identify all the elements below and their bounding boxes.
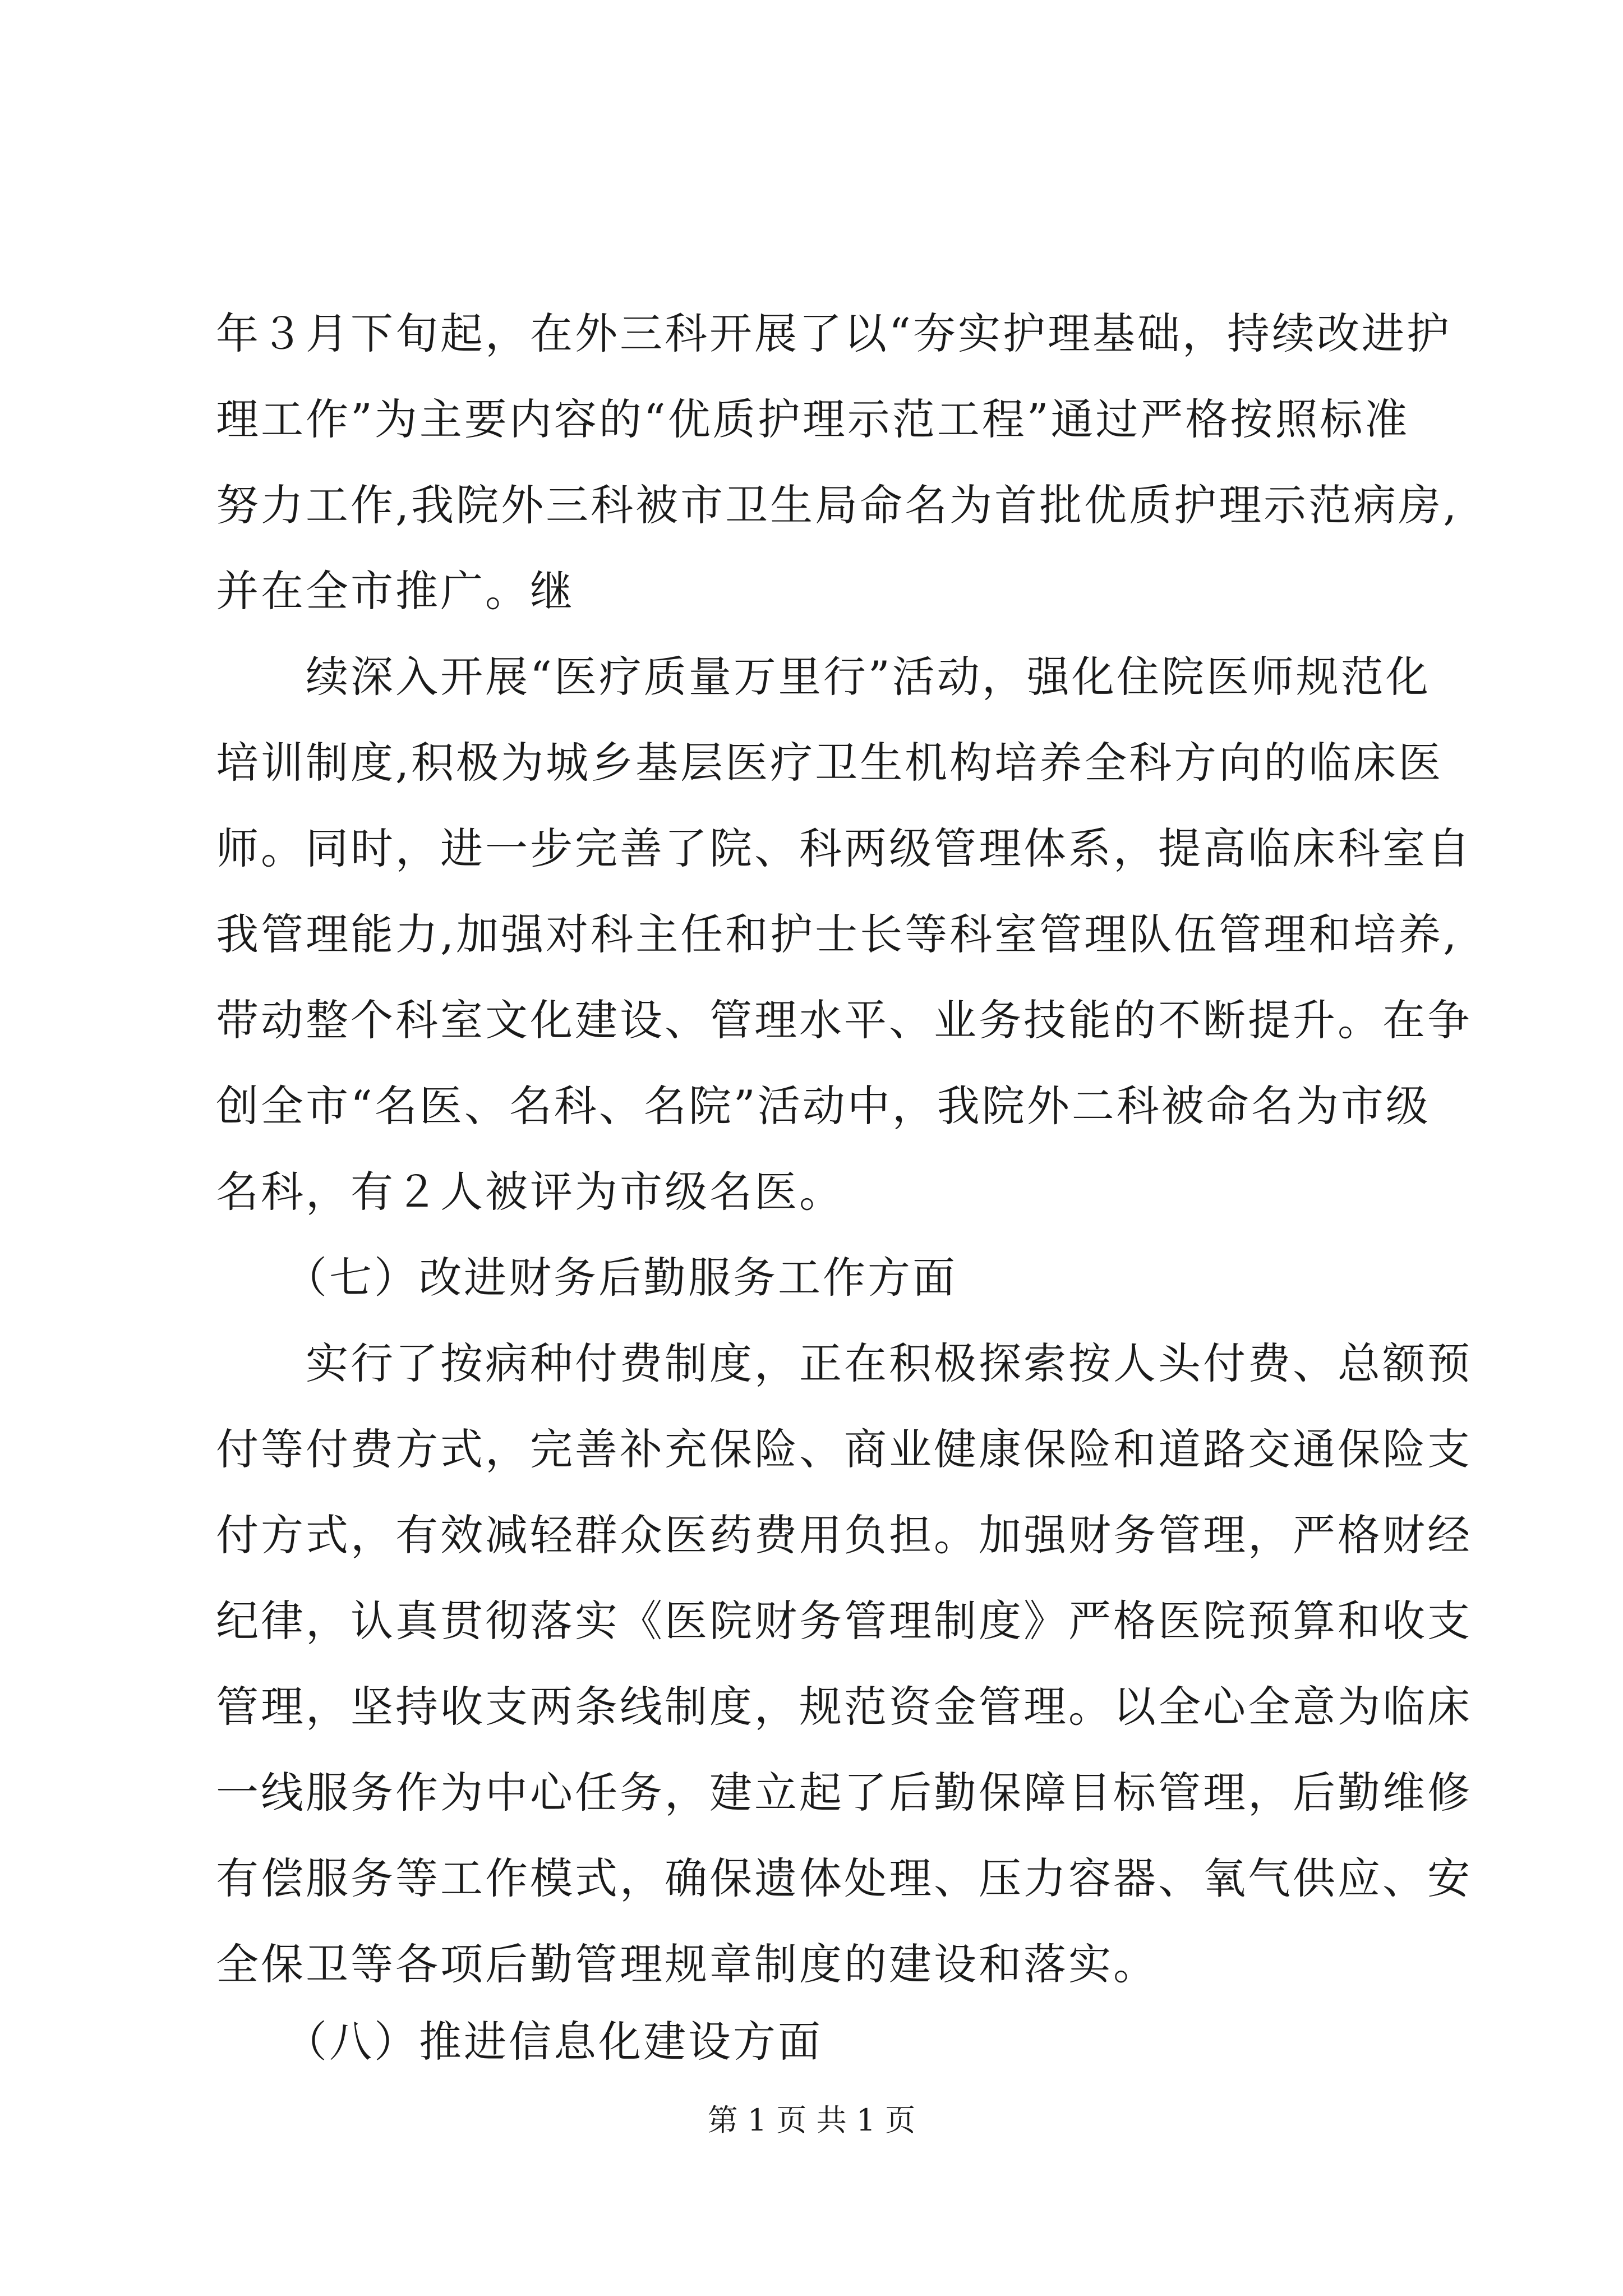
section-heading: （七）改进财务后勤服务工作方面 bbox=[216, 1253, 957, 1303]
body-line: 带动整个科室文化建设、管理水平、业务技能的不断提升。在争 bbox=[216, 995, 1472, 1045]
body-line: 续深入开展“医疗质量万里行”活动，强化住院医师规范化 bbox=[216, 652, 1431, 702]
body-line: 付等付费方式，完善补充保险、商业健康保险和道路交通保险支 bbox=[216, 1424, 1472, 1474]
page-footer: 第 1 页 共 1 页 bbox=[707, 2102, 916, 2138]
body-line: 付方式，有效减轻群众医药费用负担。加强财务管理，严格财经 bbox=[216, 1510, 1472, 1560]
body-line: 有偿服务等工作模式，确保遗体处理、压力容器、氧气供应、安 bbox=[216, 1853, 1472, 1903]
body-line: 创全市“名医、名科、名院”活动中，我院外二科被命名为市级 bbox=[216, 1081, 1431, 1131]
section-heading: （八）推进信息化建设方面 bbox=[216, 2017, 823, 2067]
body-line: 纪律，认真贯彻落实《医院财务管理制度》严格医院预算和收支 bbox=[216, 1596, 1472, 1646]
body-line: 一线服务作为中心任务，建立起了后勤保障目标管理，后勤维修 bbox=[216, 1768, 1472, 1818]
body-line: 名科，有２人被评为市级名医。 bbox=[216, 1167, 844, 1217]
body-line: 并在全市推广。继 bbox=[216, 566, 575, 616]
body-line: 全保卫等各项后勤管理规章制度的建设和落实。 bbox=[216, 1939, 1158, 1989]
body-line: 实行了按病种付费制度，正在积极探索按人头付费、总额预 bbox=[216, 1338, 1472, 1388]
body-line: 师。同时，进一步完善了院、科两级管理体系，提高临床科室自 bbox=[216, 823, 1472, 873]
body-line: 培训制度,积极为城乡基层医疗卫生机构培养全科方向的临床医 bbox=[216, 738, 1444, 788]
body-line: 努力工作,我院外三科被市卫生局命名为首批优质护理示范病房, bbox=[216, 480, 1459, 530]
body-line: 年３月下旬起，在外三科开展了以“夯实护理基础，持续改进护 bbox=[216, 309, 1451, 358]
body-line: 管理，坚持收支两条线制度，规范资金管理。以全心全意为临床 bbox=[216, 1682, 1472, 1732]
body-line: 理工作”为主要内容的“优质护理示范工程”通过严格按照标准 bbox=[216, 394, 1410, 444]
body-line: 我管理能力,加强对科主任和护士长等科室管理队伍管理和培养, bbox=[216, 909, 1459, 959]
